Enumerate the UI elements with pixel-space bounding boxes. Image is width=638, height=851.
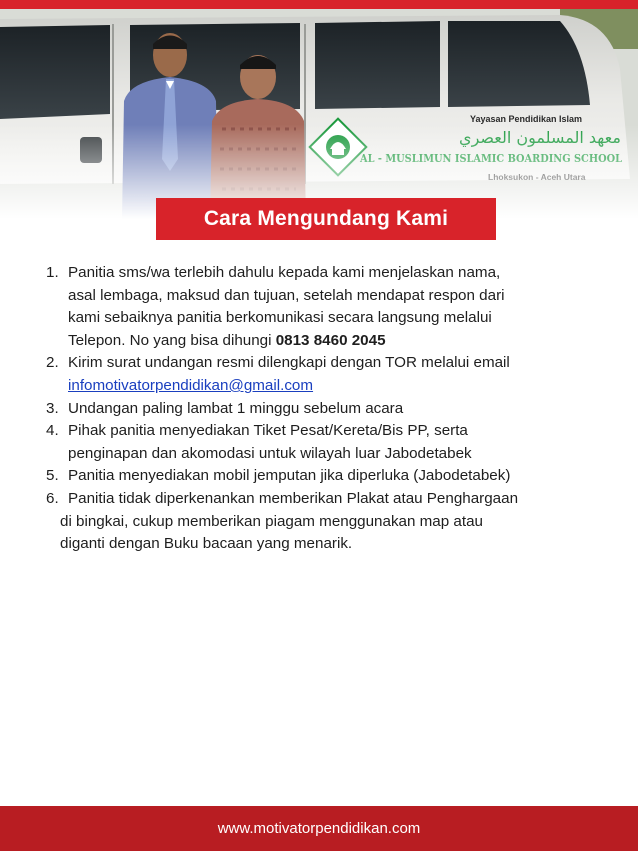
steps-list	[46, 262, 614, 556]
step-line	[68, 375, 614, 398]
step-line: asal lembaga, maksud dan tujuan, setelah mendapat respon dari	[68, 286, 505, 304]
list-number: 2.	[46, 354, 59, 372]
step-line	[68, 330, 614, 353]
list-number: 6.	[46, 489, 59, 507]
list-item	[46, 398, 614, 421]
list-item	[46, 465, 614, 488]
footer-website[interactable]: www.motivatorpendidikan.com	[217, 820, 421, 837]
footer-bar	[0, 806, 638, 851]
step-line: Panitia sms/wa terlebih dahulu kepada kami menjelaskan nama,	[68, 264, 501, 281]
list-number: 3.	[46, 399, 59, 417]
step-text: Telepon. No yang bisa dihungi	[68, 331, 276, 349]
top-accent-bar	[0, 0, 638, 9]
phone-number: 0813 8460 2045	[275, 331, 386, 349]
step-line: Undangan paling lambat 1 minggu sebelum acara	[68, 399, 404, 417]
step-line: diganti dengan Buku bacaan yang menarik.	[60, 535, 353, 553]
step-line: Panitia tidak diperkenankan memberikan Plakat atau Penghargaan	[68, 489, 519, 507]
step-line: kami sebaiknya panitia berkomunikasi secara langsung melalui	[68, 309, 492, 327]
header-photo	[0, 9, 638, 219]
list-number: 4.	[46, 422, 59, 440]
step-line: Pihak panitia menyediakan Tiket Pesat/Kereta/Bis PP, serta	[68, 422, 468, 440]
list-item	[46, 488, 614, 556]
step-line: Kirim surat undangan resmi dilengkapi dengan TOR melalui email	[68, 354, 510, 372]
step-line: Panitia menyediakan mobil jemputan jika diperluka (Jabodetabek)	[68, 467, 511, 485]
page-title: Cara Mengundang Kami	[156, 198, 496, 240]
email-link[interactable]: infomotivatorpendidikan@gmail.com	[68, 376, 314, 394]
list-number: 1.	[46, 264, 59, 281]
step-line: penginapan dan akomodasi untuk wilayah luar Jabodetabek	[68, 444, 472, 462]
list-item	[46, 262, 614, 352]
step-line: di bingkai, cukup memberikan piagam menggunakan map atau	[60, 512, 483, 530]
list-number: 5.	[46, 467, 59, 485]
list-item	[46, 352, 614, 397]
list-item	[46, 420, 614, 465]
